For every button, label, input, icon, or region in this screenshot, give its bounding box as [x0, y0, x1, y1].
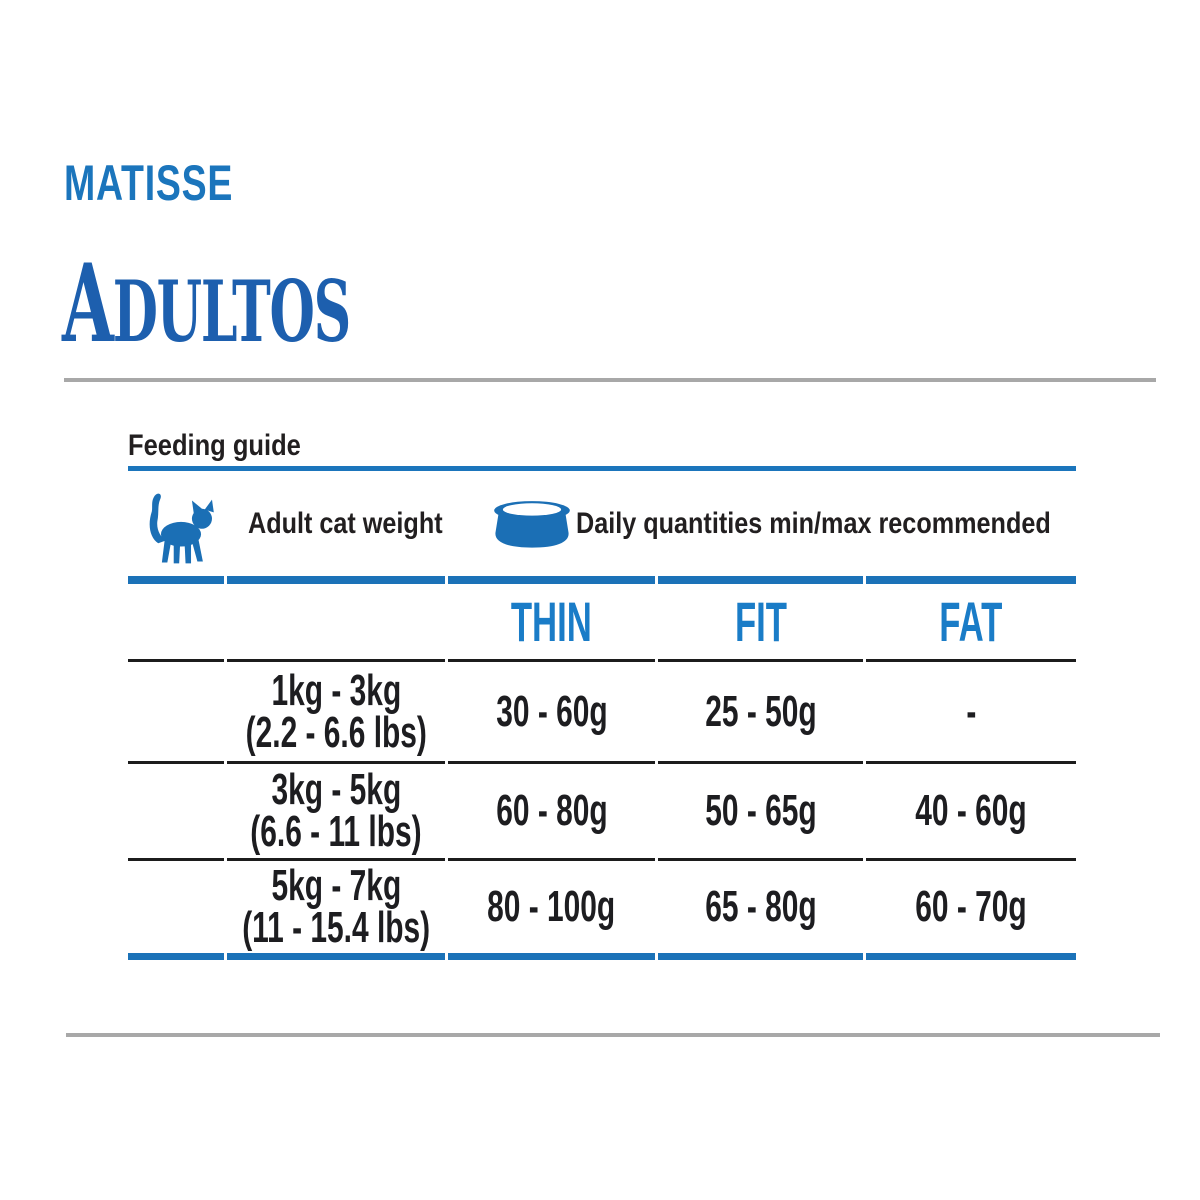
top-divider	[64, 378, 1156, 382]
column-header-fat: FAT	[939, 589, 1003, 653]
fat-value-cell: 40 - 60g	[915, 786, 1027, 836]
table-row	[128, 764, 1076, 858]
product-title-rest: DULTOS	[112, 262, 350, 361]
table-bottom-rule	[128, 953, 1076, 960]
column-header-thin: THIN	[510, 589, 593, 653]
weight-cell: 3kg - 5kg (6.6 - 11 lbs)	[250, 765, 422, 856]
fit-value-cell: 25 - 50g	[704, 686, 817, 736]
bowl-icon	[492, 500, 572, 556]
adult-cat-weight-label: Adult cat weight	[248, 506, 443, 540]
weight-cell: 5kg - 7kg (11 - 15.4 lbs)	[242, 861, 430, 952]
table-row	[128, 662, 1076, 761]
fit-value-cell: 65 - 80g	[704, 882, 817, 932]
table-icon-header-row	[128, 471, 1076, 576]
brand-name-text: MATISSE	[64, 155, 234, 211]
feeding-guide-title: Feeding guide	[128, 429, 301, 462]
thin-value-cell: 60 - 80g	[495, 786, 608, 836]
table-column-header-row	[128, 584, 1076, 659]
thin-value-cell: 30 - 60g	[495, 686, 608, 736]
product-title-initial: A	[62, 241, 113, 367]
column-header-fit: FIT	[734, 589, 787, 653]
daily-quantities-label: Daily quantities min/max recommended	[576, 506, 1051, 540]
brand-name	[64, 155, 290, 211]
thin-value-cell: 80 - 100g	[487, 882, 616, 932]
fat-value-cell: 60 - 70g	[915, 882, 1027, 932]
table-row	[128, 861, 1076, 953]
product-title	[62, 241, 526, 367]
feeding-guide-table	[128, 471, 1076, 960]
fit-value-cell: 50 - 65g	[704, 786, 817, 836]
bottom-divider	[66, 1033, 1160, 1037]
weight-cell: 1kg - 3kg (2.2 - 6.6 lbs)	[245, 665, 427, 757]
fat-value-cell: -	[966, 686, 976, 736]
table-top-rule	[128, 576, 1076, 584]
cat-icon	[138, 485, 224, 567]
